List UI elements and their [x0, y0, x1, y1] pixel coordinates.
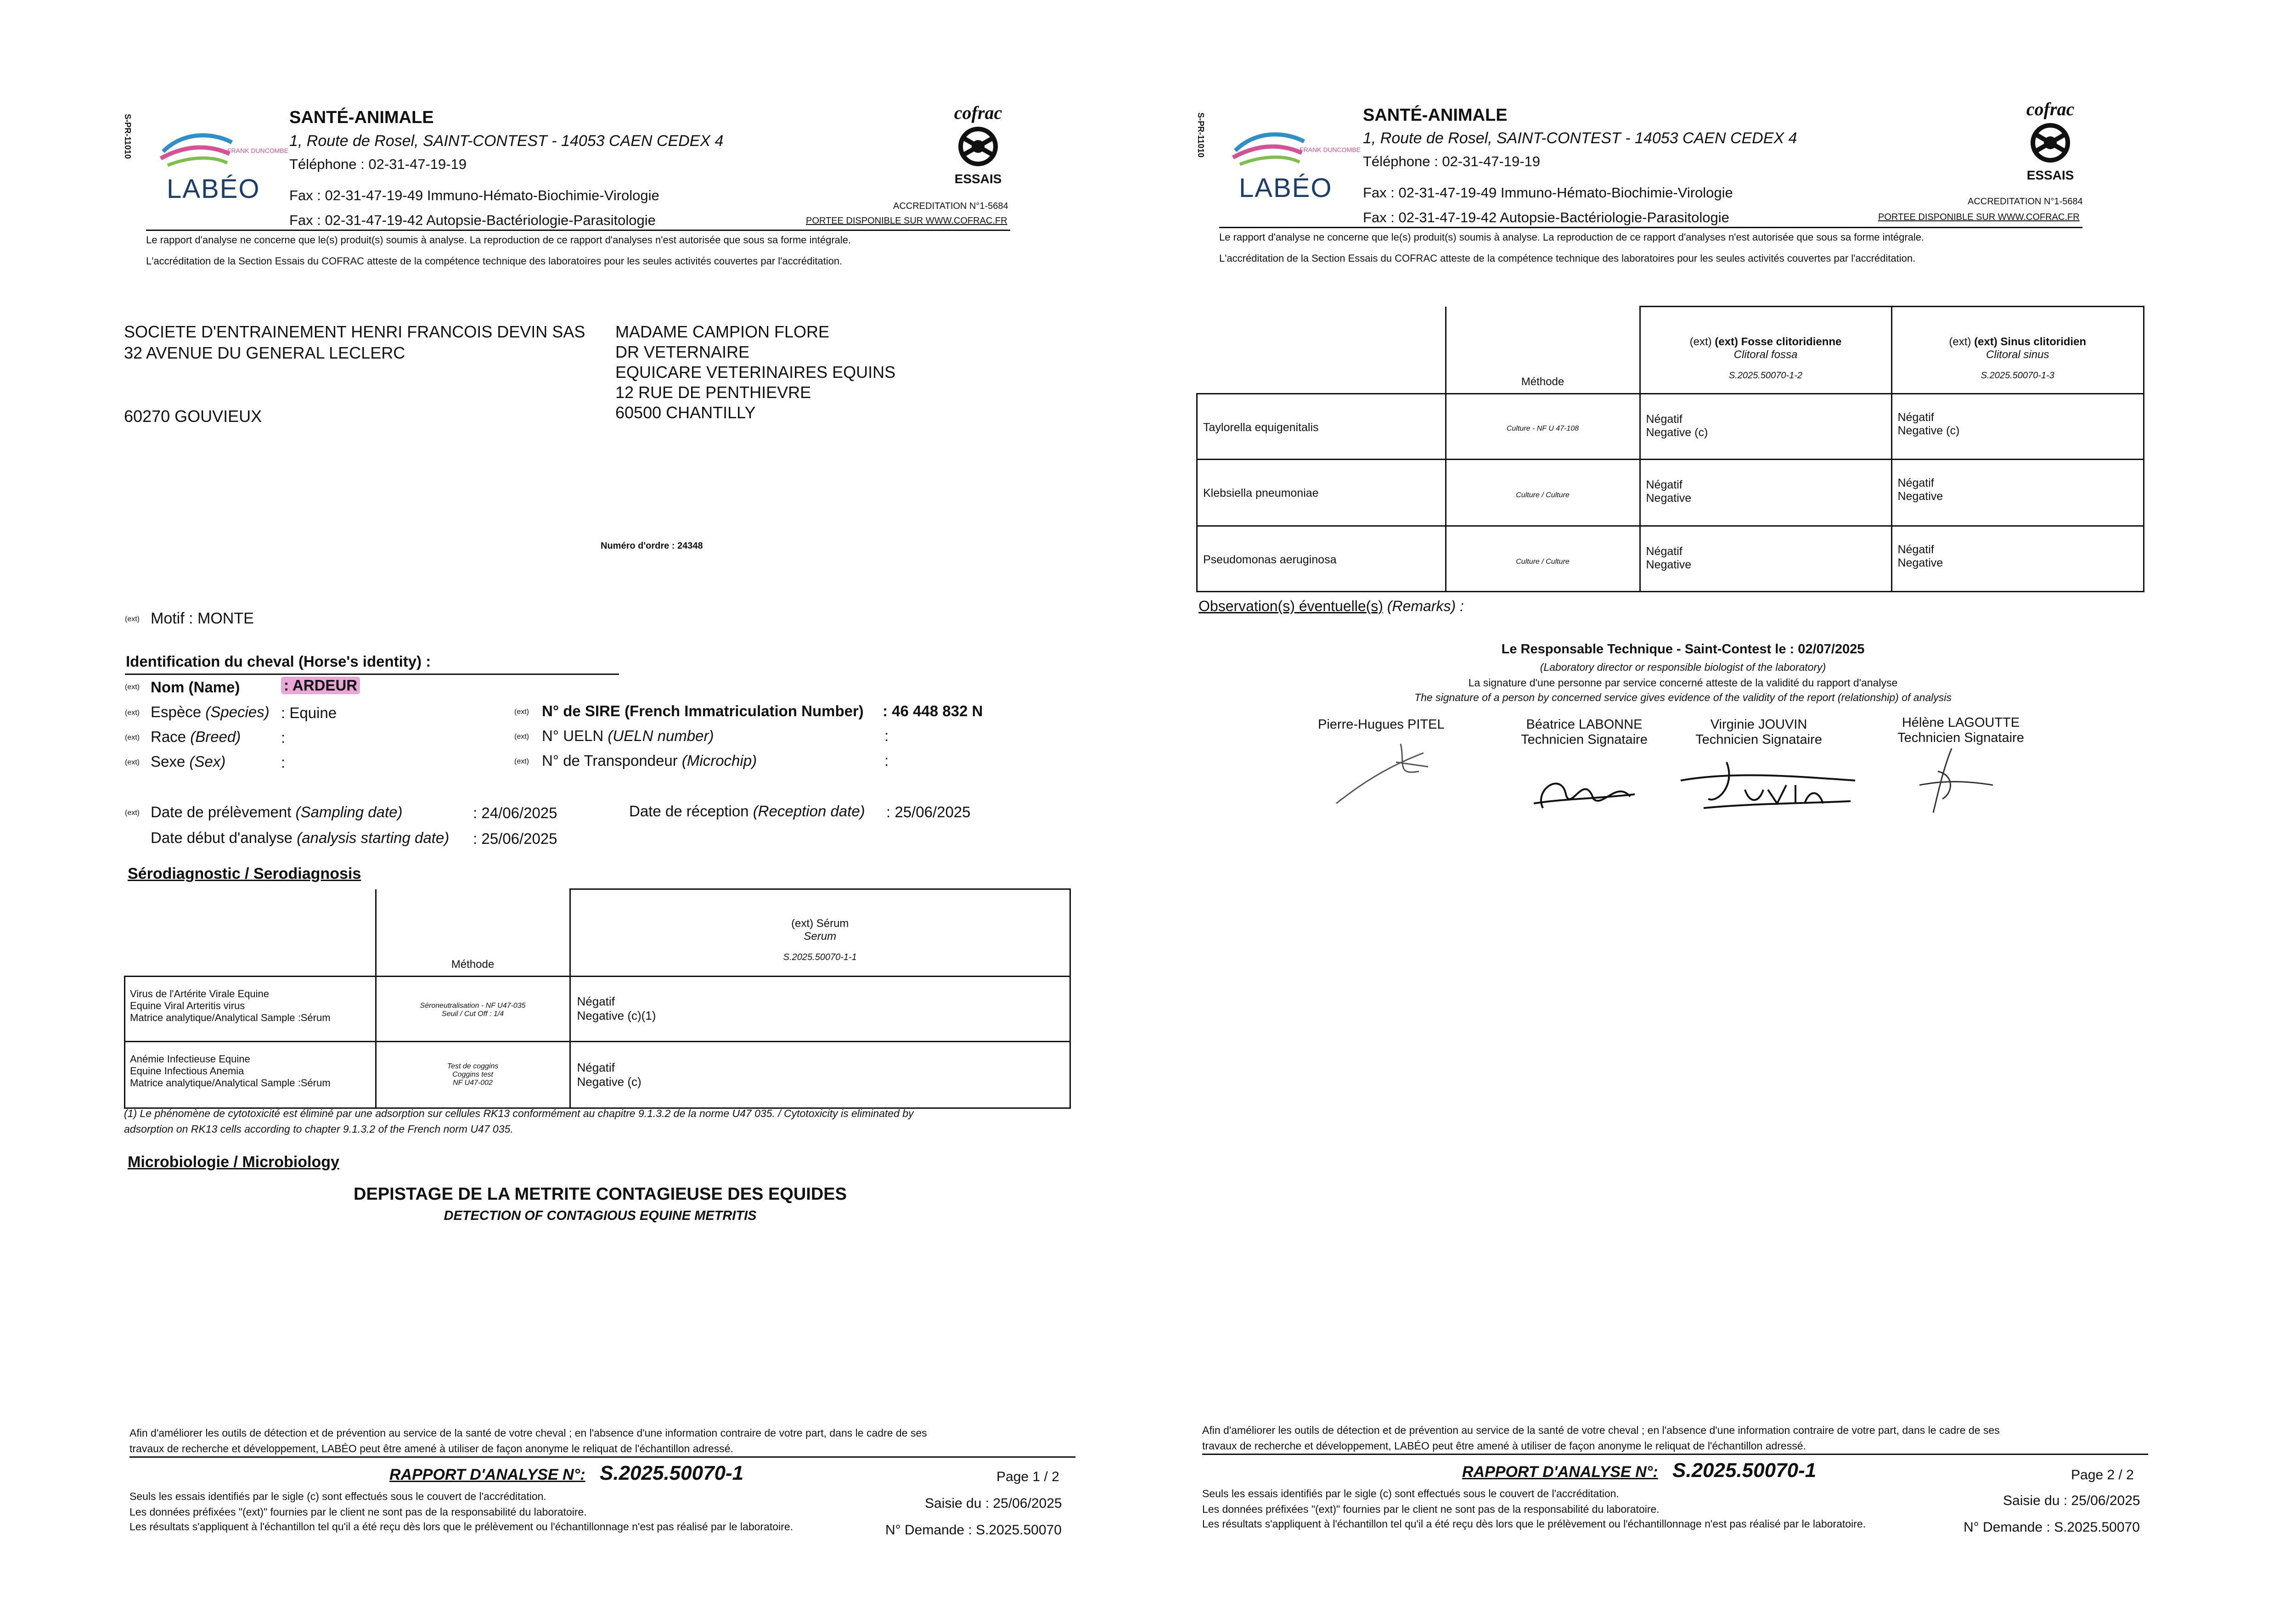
recipient-line-5: 60500 CHANTILLY [615, 403, 756, 422]
cem-col1-ref: S.2025.50070-1-2 [1728, 371, 1803, 381]
sero-col-ref: S.2025.50070-1-1 [783, 952, 857, 962]
cem-col2-ref: S.2025.50070-1-3 [1981, 371, 2054, 381]
cem-row1-c2b: Negative (c) [1897, 424, 1960, 437]
ueln-label-fr: N° UELN [542, 727, 604, 744]
client-line-2: 32 AVENUE DU GENERAL LECLERC [124, 343, 405, 362]
cem-methode-header-text: Méthode [1521, 376, 1564, 388]
sero-title: Sérodiagnostic / Serodiagnosis [128, 865, 361, 882]
table-row [1197, 526, 2144, 592]
portee-link[interactable]: PORTEE DISPONIBLE SUR WWW.COFRAC.FR [806, 216, 1007, 226]
labeo-logo [154, 124, 287, 207]
report-number: S.2025.50070-1 [600, 1462, 744, 1484]
sero-methode-header [376, 889, 570, 977]
signer-3-name: Virginie JOUVIN [1710, 717, 1807, 732]
debut-label-en: (analysis starting date) [297, 829, 450, 846]
footer-line-3: Les résultats s'appliquent à l'échantillon tel qu'il a été reçu dès lors que le prélèvement ou l'échantillonnage n'est pas réalisé par le laboratoire. [1202, 1518, 1866, 1530]
ext-tag: (ext) [125, 809, 140, 817]
sero-row1-result [570, 977, 1070, 1042]
nom-label: Nom (Name) [151, 679, 240, 696]
table-row [1197, 460, 2144, 526]
signature-2-icon [1525, 753, 1644, 817]
table-row [125, 1042, 1070, 1108]
observations-label-en: (Remarks) : [1387, 598, 1464, 614]
transp-label-fr: N° de Transpondeur [542, 752, 678, 769]
signer-4-role: Technicien Signataire [1897, 730, 2024, 745]
cofrac-sub: ESSAIS [2026, 168, 2074, 182]
sero-col-title: (ext) Sérum [791, 917, 849, 930]
recipient-line-3: EQUICARE VETERINAIRES EQUINS [615, 363, 896, 382]
footer-line-2: Les données préfixées "(ext)" fournies par le client ne sont pas de la responsabilité du laboratoire. [1202, 1503, 1660, 1515]
cem-table [1196, 306, 2144, 592]
race-value: : [281, 729, 286, 746]
ueln-label [542, 727, 714, 745]
lab-name: SANTÉ-ANIMALE [1363, 106, 1508, 125]
reception-value: : 25/06/2025 [886, 803, 971, 820]
cem-row1-method: Culture - NF U 47-108 [1446, 394, 1640, 460]
lab-fax-1: Fax : 02-31-47-19-49 Immuno-Hémato-Biochimie-Virologie [289, 187, 659, 203]
cem-row3-c2a: Négatif [1897, 543, 1934, 556]
cem-row1-name: Taylorella equigenitalis [1197, 394, 1446, 460]
disclaimer-2: L'accréditation de la Section Essais du COFRAC atteste de la compétence technique des laboratoires pour les seules activités couvertes par l'accréditation. [1219, 253, 1916, 264]
cem-row2-method: Culture / Culture [1446, 460, 1640, 526]
sero-row2-m1: Test de coggins [447, 1062, 499, 1070]
cem-row3-c2b: Negative [1897, 556, 1943, 569]
cem-row2-c1b: Negative [1646, 492, 1692, 505]
footer-line-1: Seuls les essais identifiés par le sigle (c) sont effectués sous le couvert de l'accréditation. [1202, 1488, 1619, 1499]
cem-row1-col2 [1891, 394, 2144, 460]
sero-row1-r1: Négatif [577, 994, 615, 1008]
cofrac-name: cofrac [2026, 99, 2075, 119]
lab-address: 1, Route de Rosel, SAINT-CONTEST - 14053 CAEN CEDEX 4 [1363, 129, 1797, 147]
transpondeur-label [542, 752, 757, 769]
lab-phone: Téléphone : 02-31-47-19-19 [289, 156, 467, 172]
espece-value: : Equine [281, 704, 337, 721]
ext-tag: (ext) [514, 708, 529, 716]
espece-label-fr: Espèce [151, 703, 202, 720]
signer-3 [1681, 717, 1837, 747]
sero-row1-m1: Séroneutralisation - NF U47-035 [420, 1002, 526, 1010]
sero-row1-r2: Negative (c)(1) [577, 1009, 656, 1022]
reception-label [629, 803, 865, 820]
observations-label: Observation(s) éventuelle(s) [1199, 598, 1383, 614]
lab-fax-1: Fax : 02-31-47-19-49 Immuno-Hémato-Biochimie-Virologie [1363, 185, 1733, 201]
logo-small-text: FRANK DUNCOMBE [227, 147, 289, 154]
sero-row2-m3: NF U47-002 [453, 1079, 493, 1087]
signature-sub-3: The signature of a person by concerned service gives evidence of the validity of the report (relationship) of analysis [1414, 691, 1952, 703]
sero-row2-l2: Equine Infectious Anemia [130, 1065, 244, 1077]
debut-value: : 25/06/2025 [473, 830, 557, 847]
sero-table [124, 888, 1071, 1109]
micro-title: Microbiologie / Microbiology [128, 1153, 339, 1171]
saisie-date: Saisie du : 25/06/2025 [2003, 1493, 2140, 1508]
sero-row1-l2: Equine Viral Arteritis virus [130, 1000, 245, 1011]
footer-line-2: Les données préfixées "(ext)" fournies par le client ne sont pas de la responsabilité du laboratoire. [129, 1506, 587, 1518]
cem-col1-sub: Clitoral fossa [1733, 348, 1798, 361]
report-number: S.2025.50070-1 [1672, 1459, 1817, 1482]
identification-rule [125, 674, 619, 675]
sero-row1-l1: Virus de l'Artérite Virale Equine [130, 988, 269, 1000]
report-page-2 [1148, 0, 2296, 1623]
cem-col1-title: (ext) (ext) Fosse clitoridienne [1689, 336, 1842, 348]
race-label-en: (Breed) [190, 728, 241, 745]
cofrac-name: cofrac [954, 102, 1002, 123]
transpondeur-value: : [884, 752, 889, 769]
ext-tag: (ext) [514, 733, 529, 741]
motif: Motif : MONTE [151, 610, 254, 627]
footer-note-2: travaux de recherche et développement, LABÉO peut être amené à utiliser de façon anonyme le reliquat de l'échantillon adressé. [129, 1443, 733, 1455]
recipient-line-2: DR VETERNAIRE [615, 343, 750, 361]
reception-label-fr: Date de réception [629, 803, 749, 820]
footer-note-1: Afin d'améliorer les outils de détection et de prévention au service de la santé de votre cheval ; en l'absence d'une information contraire de votre part, dans le cadre de ses [129, 1427, 927, 1439]
sero-row2-label [125, 1042, 376, 1108]
signer-4-name: Hélène LAGOUTTE [1902, 715, 2020, 730]
disclaimer-1: Le rapport d'analyse ne concerne que le(s) produit(s) soumis à analyse. La reproduction de ce rapport d'analyses n'est autorisée que sous sa forme intégrale. [146, 234, 851, 246]
footer-note-1: Afin d'améliorer les outils de détection et de prévention au service de la santé de votre cheval ; en l'absence d'une information contraire de votre part, dans le cadre de ses [1202, 1424, 2000, 1436]
table-row [1197, 394, 2144, 460]
footer-rule [129, 1456, 1075, 1458]
footer-note-2: travaux de recherche et développement, LABÉO peut être amené à utiliser de façon anonyme le reliquat de l'échantillon adressé. [1202, 1440, 1806, 1452]
sero-row2-l1: Anémie Infectieuse Equine [130, 1053, 250, 1065]
cem-row3-col2 [1891, 526, 2144, 592]
observations [1199, 598, 1464, 615]
signer-2 [1506, 717, 1662, 747]
footer-line-3: Les résultats s'appliquent à l'échantillon tel qu'il a été reçu dès lors que le prélèvement ou l'échantillonnage n'est pas réalisé par le laboratoire. [129, 1521, 793, 1533]
cem-row3-c1a: Négatif [1646, 545, 1683, 558]
sero-methode-header-text: Méthode [451, 958, 495, 971]
cem-row1-col1 [1640, 394, 1891, 460]
sexe-label-fr: Sexe [151, 753, 186, 770]
recipient-line-4: 12 RUE DE PENTHIEVRE [615, 383, 811, 402]
sero-row1-l3: Matrice analytique/Analytical Sample :Sérum [130, 1012, 331, 1023]
sero-row2-method [376, 1042, 570, 1108]
cem-col2-header [1891, 307, 2144, 394]
sero-footnote-1: (1) Le phénomène de cytotoxicité est éliminé par une adsorption sur cellules RK13 conformément au chapitre 9.1.3.2 de la norme U47 035. / Cytotoxicity is eliminated by [124, 1107, 914, 1119]
accreditation-number: ACCREDITATION N°1-5684 [1968, 197, 2083, 207]
signature-sub-1: (Laboratory director or responsible biologist of the laboratory) [1540, 661, 1826, 673]
sero-row2-result [570, 1042, 1070, 1108]
ext-tag: (ext) [125, 758, 140, 766]
ext-tag: (ext) [125, 734, 140, 741]
ext-tag: (ext) [125, 683, 140, 691]
ueln-value: : [884, 727, 889, 744]
espece-label-en: (Species) [205, 703, 270, 720]
cofrac-sub: ESSAIS [954, 172, 1002, 186]
cem-methode-header [1446, 307, 1640, 394]
espece-label [151, 703, 270, 721]
page-number: Page 2 / 2 [2071, 1467, 2134, 1483]
prelevement-label [151, 803, 402, 821]
saisie-date: Saisie du : 25/06/2025 [925, 1496, 1062, 1511]
cem-row2-col2 [1891, 460, 2144, 526]
cem-row2-c1a: Négatif [1646, 478, 1683, 491]
cem-row2-col1 [1640, 460, 1891, 526]
logo-name: LABÉO [1239, 173, 1333, 203]
lab-name: SANTÉ-ANIMALE [289, 108, 434, 127]
sero-row2-r2: Negative (c) [577, 1075, 642, 1089]
disclaimer-1: Le rapport d'analyse ne concerne que le(s) produit(s) soumis à analyse. La reproduction de ce rapport d'analyses n'est autorisée que sous sa forme intégrale. [1219, 231, 1925, 243]
cofrac-emblem-icon [2025, 120, 2076, 166]
signer-4 [1883, 715, 2039, 746]
reception-label-en: (Reception date) [753, 803, 865, 820]
lab-fax-2: Fax : 02-31-47-19-42 Autopsie-Bactériologie-Parasitologie [289, 212, 656, 228]
cem-row1-c1b: Negative (c) [1646, 426, 1708, 439]
cem-row2-c2b: Negative [1897, 490, 1943, 503]
race-label-fr: Race [151, 728, 186, 745]
ext-tag: (ext) [125, 709, 140, 717]
signature-4-icon [1892, 744, 2002, 817]
cem-row2-name: Klebsiella pneumoniae [1197, 460, 1446, 526]
lab-fax-2: Fax : 02-31-47-19-42 Autopsie-Bactériologie-Parasitologie [1363, 209, 1729, 225]
cem-row3-method: Culture / Culture [1446, 526, 1640, 592]
sexe-label [151, 753, 225, 770]
lab-phone: Téléphone : 02-31-47-19-19 [1363, 153, 1541, 169]
disclaimer-2: L'accréditation de la Section Essais du COFRAC atteste de la compétence technique des laboratoires pour les seules activités couvertes par l'accréditation. [146, 255, 843, 267]
recipient-line-1: MADAME CAMPION FLORE [615, 322, 830, 341]
labeo-logo [1226, 123, 1359, 206]
sexe-value: : [281, 754, 286, 771]
micro-heading-en: DETECTION OF CONTAGIOUS EQUINE METRITIS [444, 1208, 757, 1223]
sero-table-empty [125, 889, 376, 977]
footer-rule [1202, 1454, 2148, 1455]
logo-small-text: FRANK DUNCOMBE [1300, 146, 1361, 153]
order-number: Numéro d'ordre : 24348 [601, 541, 703, 551]
portee-link[interactable]: PORTEE DISPONIBLE SUR WWW.COFRAC.FR [1878, 212, 2080, 222]
signature-3-icon [1676, 753, 1860, 817]
sire-label: N° de SIRE (French Immatriculation Number) [542, 702, 864, 719]
debut-label [151, 829, 449, 847]
nom-value: : ARDEUR [281, 677, 360, 694]
cem-col2-sub: Clitoral sinus [1986, 348, 2049, 361]
demande-number: N° Demande : S.2025.50070 [885, 1522, 1062, 1538]
signer-2-role: Technicien Signataire [1521, 732, 1648, 747]
cem-col2-title-text: (ext) Sinus clitoridien [1974, 336, 2087, 348]
client-line-3: 60270 GOUVIEUX [124, 407, 262, 426]
header-rule [146, 230, 1010, 231]
debut-label-fr: Date début d'analyse [151, 829, 293, 846]
sero-row1-label [125, 977, 376, 1042]
signature-1-icon [1332, 735, 1451, 808]
signature-title: Le Responsable Technique - Saint-Contest le : 02/07/2025 [1501, 642, 1865, 657]
cem-row3-name: Pseudomonas aeruginosa [1197, 526, 1446, 592]
signer-3-role: Technicien Signataire [1695, 732, 1822, 747]
vertical-code: S-PR-11010 [1196, 112, 1205, 158]
sero-row2-l3: Matrice analytique/Analytical Sample :Sérum [130, 1077, 331, 1089]
footer-line-1: Seuls les essais identifiés par le sigle (c) sont effectués sous le couvert de l'accréditation. [129, 1490, 546, 1502]
cem-col2-title: (ext) (ext) Sinus clitoridien [1949, 336, 2087, 348]
cem-row1-c2a: Négatif [1897, 411, 1934, 424]
signature-sub-2: La signature d'une personne par service concerné atteste de la validité du rapport d'analyse [1468, 677, 1898, 689]
cem-table-empty [1197, 307, 1446, 394]
cofrac-logo [946, 102, 1010, 186]
ext-tag: (ext) [514, 758, 529, 765]
cem-col1-title-text: (ext) Fosse clitoridienne [1715, 336, 1842, 348]
prelevement-label-en: (Sampling date) [295, 803, 403, 820]
cem-row2-c2a: Négatif [1897, 477, 1934, 489]
sero-row2-r1: Négatif [577, 1061, 615, 1074]
identification-title: Identification du cheval (Horse's identity) : [126, 653, 431, 670]
sire-value: : 46 448 832 N [883, 702, 983, 719]
vertical-code: S-PR-11010 [123, 114, 132, 159]
report-label: RAPPORT D'ANALYSE N°: [1462, 1463, 1658, 1481]
lab-address: 1, Route de Rosel, SAINT-CONTEST - 14053 CAEN CEDEX 4 [289, 132, 724, 150]
demande-number: N° Demande : S.2025.50070 [1964, 1520, 2140, 1535]
accreditation-number: ACCREDITATION N°1-5684 [893, 201, 1008, 211]
cem-col1-header [1640, 307, 1891, 394]
signer-2-name: Béatrice LABONNE [1526, 717, 1643, 732]
cem-row1-c1a: Négatif [1646, 413, 1683, 426]
sero-col-sub: Serum [804, 930, 837, 943]
transp-label-en: (Microchip) [681, 752, 757, 769]
sexe-label-en: (Sex) [189, 753, 226, 770]
page-number: Page 1 / 2 [996, 1469, 1059, 1484]
sero-row1-method [376, 977, 570, 1042]
sero-footnote-2: adsorption on RK13 cells according to chapter 9.1.3.2 of the French norm U47 035. [124, 1123, 513, 1135]
micro-heading: DEPISTAGE DE LA METRITE CONTAGIEUSE DES EQUIDES [354, 1185, 847, 1204]
sero-serum-header [570, 889, 1070, 977]
cofrac-logo [2018, 98, 2082, 183]
logo-name: LABÉO [167, 174, 260, 204]
sero-row1-m2: Seuil / Cut Off : 1/4 [441, 1010, 504, 1018]
header-rule [1219, 227, 2082, 228]
ueln-label-en: (UELN number) [608, 727, 714, 744]
report-label: RAPPORT D'ANALYSE N°: [389, 1466, 585, 1483]
cem-row3-c1b: Negative [1646, 558, 1692, 571]
table-row [125, 977, 1070, 1042]
cofrac-emblem-icon [953, 124, 1003, 169]
prelevement-label-fr: Date de prélèvement [151, 803, 292, 820]
ext-tag: (ext) [125, 615, 140, 623]
client-line-1: SOCIETE D'ENTRAINEMENT HENRI FRANCOIS DEVIN SAS [124, 322, 585, 341]
race-label [151, 728, 241, 746]
prelevement-value: : 24/06/2025 [473, 804, 557, 821]
cem-row3-col1 [1640, 526, 1891, 592]
signer-1-name: Pierre-Hugues PITEL [1318, 717, 1445, 732]
sero-row2-m2: Coggins test [452, 1071, 493, 1078]
